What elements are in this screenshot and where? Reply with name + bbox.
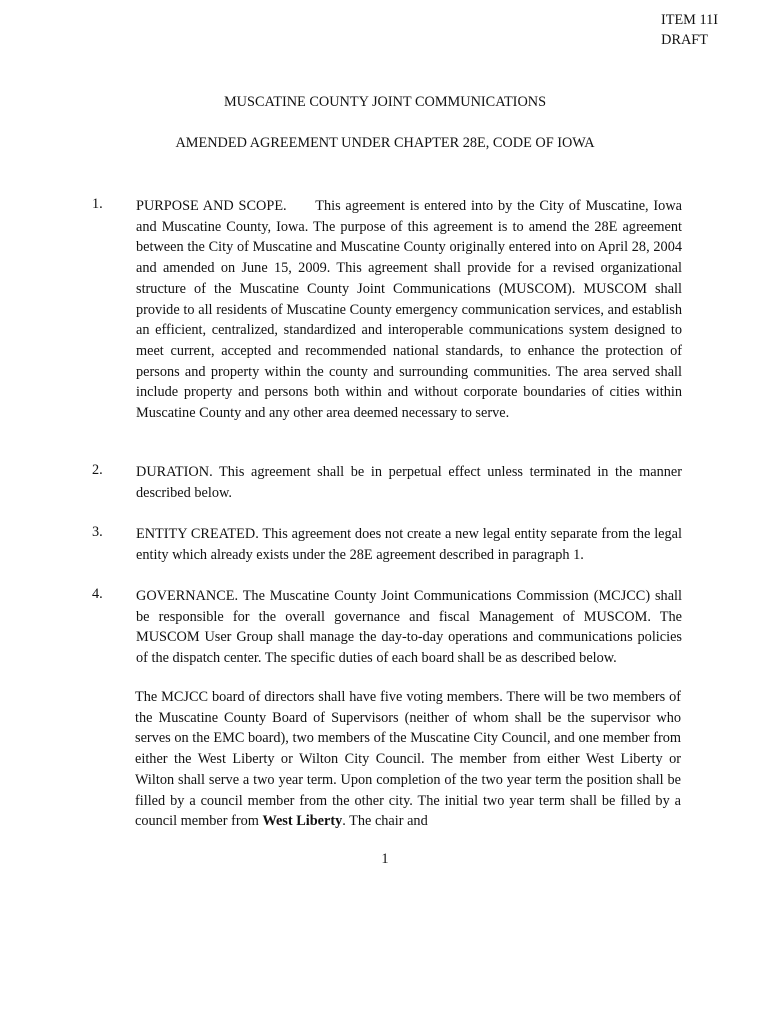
- paragraph-text: The MCJCC board of directors shall have five voting members. There will be two members of the Muscatine County Board of Supervisors (neither of whom shall be the supervisor who serves on the EMC board), two members of the Muscatine City Council, and one member from either the West Liberty or Wilton City Council. The member from either West Liberty or Wilton shall serve a two year term. Upon completion of the two year term the position shall be filled by a council member from the other city. The initial two year term shall be filled by a council member from: [135, 689, 681, 830]
- section-number: 4.: [92, 586, 103, 602]
- item-label: ITEM 11I: [660, 12, 718, 28]
- section-number: 2.: [92, 462, 103, 478]
- document-subtitle: AMENDED AGREEMENT UNDER CHAPTER 28E, CODE OF IOWA: [175, 135, 595, 151]
- section-number: 3.: [92, 524, 103, 540]
- page-number: 1: [381, 851, 389, 867]
- governance-board-paragraph: [135, 687, 681, 832]
- section-governance: [92, 586, 682, 669]
- section-text: DURATION. This agreement shall be in perpetual effect unless terminated in the manner described below.: [136, 464, 682, 501]
- section-text: ENTITY CREATED. This agreement does not create a new legal entity separate from the legal entity which already exists under the 28E agreement described in paragraph 1.: [136, 526, 682, 563]
- section-entity-created: [92, 524, 682, 565]
- section-duration: [92, 462, 682, 503]
- paragraph-text-end: . The chair and: [342, 813, 428, 830]
- section-number: 1.: [92, 196, 103, 212]
- section-purpose-and-scope: [92, 196, 682, 424]
- emphasized-city: West Liberty: [262, 813, 343, 830]
- draft-label: DRAFT: [661, 32, 708, 48]
- document-title: MUSCATINE COUNTY JOINT COMMUNICATIONS: [223, 94, 547, 110]
- section-text: GOVERNANCE. The Muscatine County Joint Communications Commission (MCJCC) shall be responsible for the overall governance and fiscal Management of MUSCOM. The MUSCOM User Group shall manage the day-to-day operations and communications policies of the dispatch center. The specific duties of each board shall be as described below.: [136, 588, 682, 667]
- document-header: [661, 10, 718, 50]
- section-text: PURPOSE AND SCOPE. This agreement is entered into by the City of Muscatine, Iowa and Muscatine County, Iowa. The purpose of this agreement is to amend the 28E agreement between the City of Muscatine and Muscatine County originally entered into on April 28, 2004 and amended on June 15, 2009. This agreement shall provide for a revised organizational structure of the Muscatine County Joint Communications (MUSCOM). MUSCOM shall provide to all residents of Muscatine County emergency communication services, and establish an efficient, centralized, standardized and interoperable communications system designed to meet current, accepted and recommended national standards, to enhance the protection of persons and property within the county and surrounding communities. The area served shall include property and persons both within and without corporate boundaries of cities within Muscatine County and any other area deemed necessary to serve.: [136, 198, 682, 422]
